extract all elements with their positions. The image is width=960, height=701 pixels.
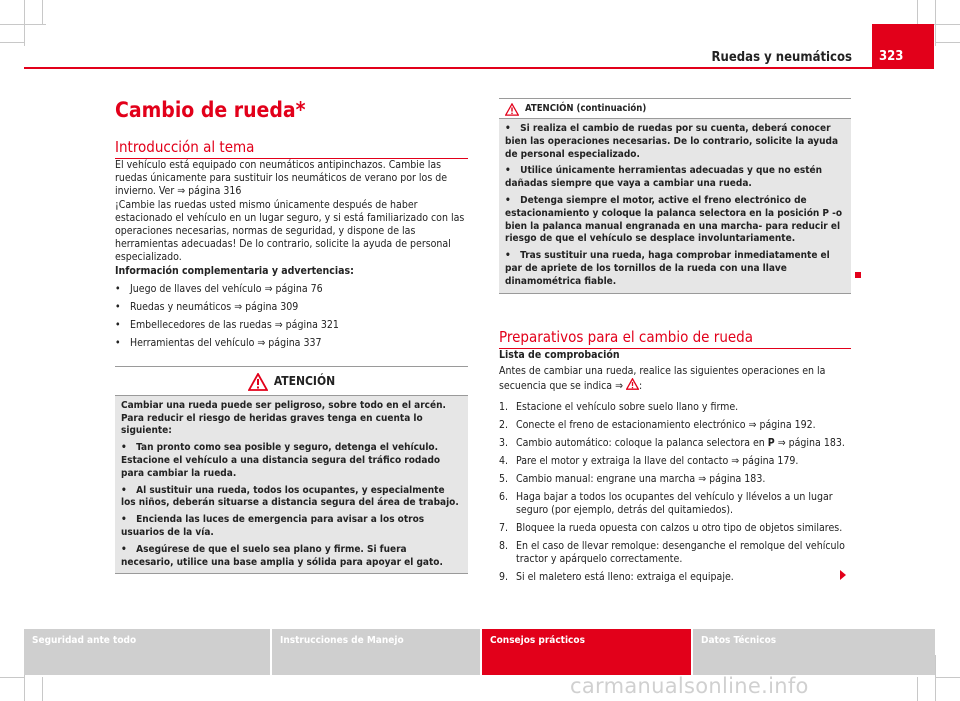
warning-item: • Encienda las luces de emergencia para avisar a los otros usuarios de la vía. bbox=[121, 514, 425, 538]
crop-mark bbox=[917, 677, 918, 701]
warning-item: • Detenga siempre el motor, active el freno electrónico de estacionamiento y coloque la palanca selectora en la posición P -o bien la palanca manual engranada en una marcha- para reducir el riesgo de que el vehículo se desplace involuntariamente. bbox=[505, 194, 843, 245]
warning-item: • Tras sustituir una rueda, haga comprobar inmediatamente el par de apriete de los tornillos de la rueda con una llave dinamométrica fiable. bbox=[505, 250, 830, 287]
warning-header bbox=[115, 367, 468, 396]
crop-mark bbox=[936, 42, 960, 43]
crop-mark bbox=[24, 0, 25, 46]
warning-item: • Utilice únicamente herramientas adecuadas y que no estén dañadas siempre que vaya a cambiar una rueda. bbox=[505, 165, 823, 190]
crop-mark bbox=[0, 42, 24, 43]
list-item: 6. Haga bajar a todos los ocupantes del vehículo y llévelos a un lugar seguro (por ejemplo, detrás del quitamiedos). bbox=[499, 491, 833, 517]
section-heading-intro: Introducción al tema bbox=[115, 138, 468, 159]
bullet-icon: • bbox=[115, 318, 121, 331]
warning-item: • Asegúrese de que el suelo sea plano y firme. Si fuera necesario, utilice una base amplia y sólida para apoyar el gato. bbox=[121, 543, 443, 568]
warning-box bbox=[115, 366, 468, 575]
section-heading-preparation: Preparativos para el cambio de rueda bbox=[499, 328, 851, 349]
bullet-icon: • bbox=[115, 282, 121, 295]
bullet-icon: • bbox=[115, 300, 121, 313]
list-item: 2. Conecte el freno de estacionamiento electrónico ⇒ página 192. bbox=[499, 419, 816, 432]
info-list bbox=[115, 283, 468, 350]
header-rule bbox=[24, 67, 872, 69]
list-item: 9. Si el maletero está lleno: extraiga el equipaje. bbox=[499, 571, 734, 584]
footer-tab-practical-tips[interactable]: Consejos prácticos bbox=[482, 629, 691, 675]
right-column bbox=[499, 98, 851, 584]
warning-box-continued bbox=[499, 98, 851, 294]
list-item: • Ruedas y neumáticos ⇒ página 309 bbox=[115, 300, 299, 313]
warning-triangle-icon bbox=[505, 103, 519, 116]
running-header: Ruedas y neumáticos bbox=[711, 50, 852, 65]
footer-tab-safety[interactable]: Seguridad ante todo bbox=[24, 629, 270, 675]
list-item: 4. Pare el motor y extraiga la llave del contacto ⇒ página 179. bbox=[499, 455, 799, 468]
intro-paragraph: El vehículo está equipado con neumáticos antipinchazos. Cambie las ruedas únicamente para sustituir los neumáticos de verano por los de invierno. Ver ⇒ página 316 bbox=[115, 159, 448, 198]
warning-heading: ATENCIÓN bbox=[273, 374, 336, 389]
warning-triangle-icon bbox=[248, 373, 268, 391]
list-item: 1. Estacione el vehículo sobre suelo llano y firme. bbox=[499, 401, 739, 414]
list-item: 8. En el caso de llevar remolque: desenganche el remolque del vehículo tractor y apárquelo correctamente. bbox=[499, 540, 845, 566]
checklist-intro: Antes de cambiar una rueda, realice las siguientes operaciones en la secuencia que se indica ⇒ : bbox=[499, 364, 826, 392]
list-item: • Juego de llaves del vehículo ⇒ página 76 bbox=[115, 282, 323, 295]
crop-mark bbox=[936, 677, 960, 678]
footer-tab-operating[interactable]: Instrucciones de Manejo bbox=[272, 629, 480, 675]
crop-mark bbox=[0, 677, 24, 678]
warning-header bbox=[499, 99, 851, 119]
crop-mark bbox=[42, 0, 43, 24]
list-item: 5. Cambio manual: engrane una marcha ⇒ página 183. bbox=[499, 473, 766, 486]
warning-intro: Cambiar una rueda puede ser peligroso, sobre todo en el arcén. Para reducir el riesgo de heridas graves tenga en cuenta lo siguiente: bbox=[121, 399, 446, 437]
crop-mark bbox=[42, 677, 43, 701]
warning-item: • Tan pronto como sea posible y seguro, detenga el vehículo. Estacione el vehículo a una distancia segura del tráfico rodado para cambiar la rueda. bbox=[121, 442, 441, 479]
checklist-label: Lista de comprobación bbox=[499, 348, 620, 361]
crop-mark bbox=[0, 24, 46, 25]
continue-arrow-icon bbox=[840, 570, 846, 580]
list-item: 3. Cambio automático: coloque la palanca selectora en P ⇒ página 183. bbox=[499, 437, 845, 450]
list-item: • Herramientas del vehículo ⇒ página 337 bbox=[115, 336, 322, 349]
watermark: carmanualsonline.info bbox=[570, 674, 809, 698]
warning-item: • Al sustituir una rueda, todos los ocupantes, y especialmente los niños, deberán situarse a distancia segura del área de trabajo. bbox=[121, 484, 459, 509]
crop-mark bbox=[935, 0, 936, 46]
checklist-steps bbox=[499, 401, 851, 584]
crop-mark bbox=[917, 0, 918, 24]
chapter-title: Cambio de rueda* bbox=[115, 98, 306, 122]
left-column bbox=[115, 98, 468, 574]
safety-paragraph: ¡Cambie las ruedas usted mismo únicamente después de haber estacionado el vehículo en un lugar seguro, y si está familiarizado con las operaciones necesarias, normas de seguridad, y dispone de las herramientas adecuadas! De lo contrario, solicite la ayuda de personal especializado. bbox=[115, 198, 465, 264]
crop-mark bbox=[935, 655, 936, 701]
end-of-section-mark bbox=[855, 272, 861, 278]
bullet-icon: • bbox=[115, 336, 121, 349]
footer-tab-technical-data[interactable]: Datos Técnicos bbox=[693, 629, 935, 675]
list-item: 7. Bloquee la rueda opuesta con calzos u otro tipo de objetos similares. bbox=[499, 522, 843, 535]
warning-triangle-icon bbox=[626, 378, 639, 390]
warning-heading: ATENCIÓN (continuación) bbox=[525, 103, 647, 115]
list-item: • Embellecedores de las ruedas ⇒ página 321 bbox=[115, 318, 339, 331]
info-label: Información complementaria y advertencias: bbox=[115, 264, 354, 277]
warning-item: • Si realiza el cambio de ruedas por su cuenta, deberá conocer bien las operaciones necesarias. De lo contrario, solicite la ayuda de personal especializado. bbox=[505, 123, 839, 160]
page-number: 323 bbox=[872, 24, 934, 69]
